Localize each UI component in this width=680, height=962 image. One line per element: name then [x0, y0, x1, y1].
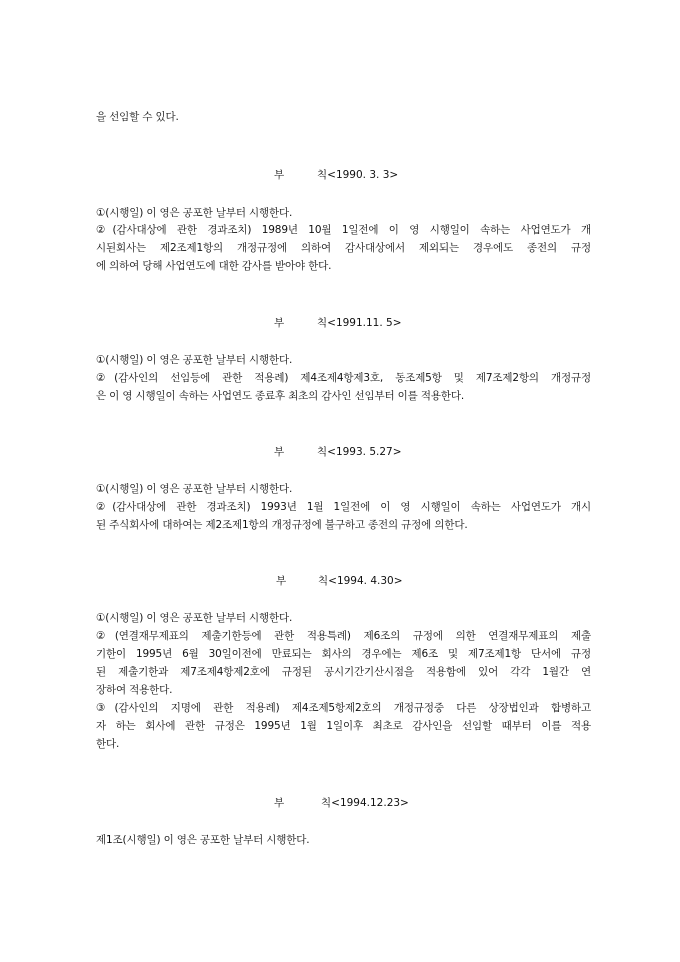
- body-line: 자 하는 회사에 관한 규정은 1995년 1월 1일이후 최초로 감사인을 선임할 때부터 이를 적용: [96, 720, 591, 732]
- body-line: ①(시행일) 이 영은 공포한 날부터 시행한다.: [96, 483, 293, 495]
- heading-bu: 부: [276, 575, 287, 587]
- heading-chik: 칙<1994.12.23>: [321, 797, 409, 809]
- body-line: ②(감사인의 선임등에 관한 적용례) 제4조제4항제3호, 동조제5항 및 제7조제2항의 개정규정: [96, 372, 591, 384]
- body-line: 시된회사는 제2조제1항의 개정규정에 의하여 감사대상에서 제외되는 경우에도 종전의 규정: [96, 242, 591, 254]
- heading-chik: 칙<1993. 5.27>: [317, 446, 402, 458]
- body-line: ③(감사인의 지명에 관한 적용례) 제4조제5항제2호의 개정규정중 다른 상장법인과 합병하고: [96, 702, 591, 714]
- heading-chik: 칙<1990. 3. 3>: [317, 169, 399, 181]
- body-line: ②(감사대상에 관한 경과조치) 1989년 10월 1일전에 이 영 시행일이 속하는 사업연도가 개: [96, 224, 591, 236]
- heading-bu: 부: [274, 317, 285, 329]
- heading-chik: 칙<1991.11. 5>: [317, 317, 402, 329]
- heading-bu: 부: [274, 446, 285, 458]
- body-line: 장하여 적용한다.: [96, 684, 173, 696]
- body-line: 기한이 1995년 6월 30일이전에 만료되는 회사의 경우에는 제6조 및 제7조제1항 단서에 규정: [96, 648, 591, 660]
- body-line: 에 의하여 당해 사업연도에 대한 감사를 받아야 한다.: [96, 260, 332, 272]
- body-line: 된 주식회사에 대하여는 제2조제1항의 개정규정에 불구하고 종전의 규정에 의한다.: [96, 519, 468, 531]
- body-line: 한다.: [96, 738, 120, 750]
- body-line: 제1조(시행일) 이 영은 공포한 날부터 시행한다.: [96, 834, 310, 846]
- body-line: ①(시행일) 이 영은 공포한 날부터 시행한다.: [96, 612, 293, 624]
- intro-line: 을 선임할 수 있다.: [96, 111, 179, 123]
- heading-bu: 부: [274, 797, 285, 809]
- body-line: 은 이 영 시행일이 속하는 사업연도 종료후 최초의 감사인 선임부터 이를 적용한다.: [96, 390, 465, 402]
- body-line: ②(연결재무제표의 제출기한등에 관한 적용특례) 제6조의 규정에 의한 연결재무제표의 제출: [96, 630, 591, 642]
- body-line: ②(감사대상에 관한 경과조치) 1993년 1월 1일전에 이 영 시행일이 속하는 사업연도가 개시: [96, 501, 591, 513]
- heading-chik: 칙<1994. 4.30>: [318, 575, 403, 587]
- body-line: ①(시행일) 이 영은 공포한 날부터 시행한다.: [96, 354, 293, 366]
- body-line: ①(시행일) 이 영은 공포한 날부터 시행한다.: [96, 207, 293, 219]
- body-line: 된 제출기한과 제7조제4항제2호에 규정된 공시기간기산시점을 적용함에 있어 각각 1월간 연: [96, 666, 591, 678]
- heading-bu: 부: [274, 169, 285, 181]
